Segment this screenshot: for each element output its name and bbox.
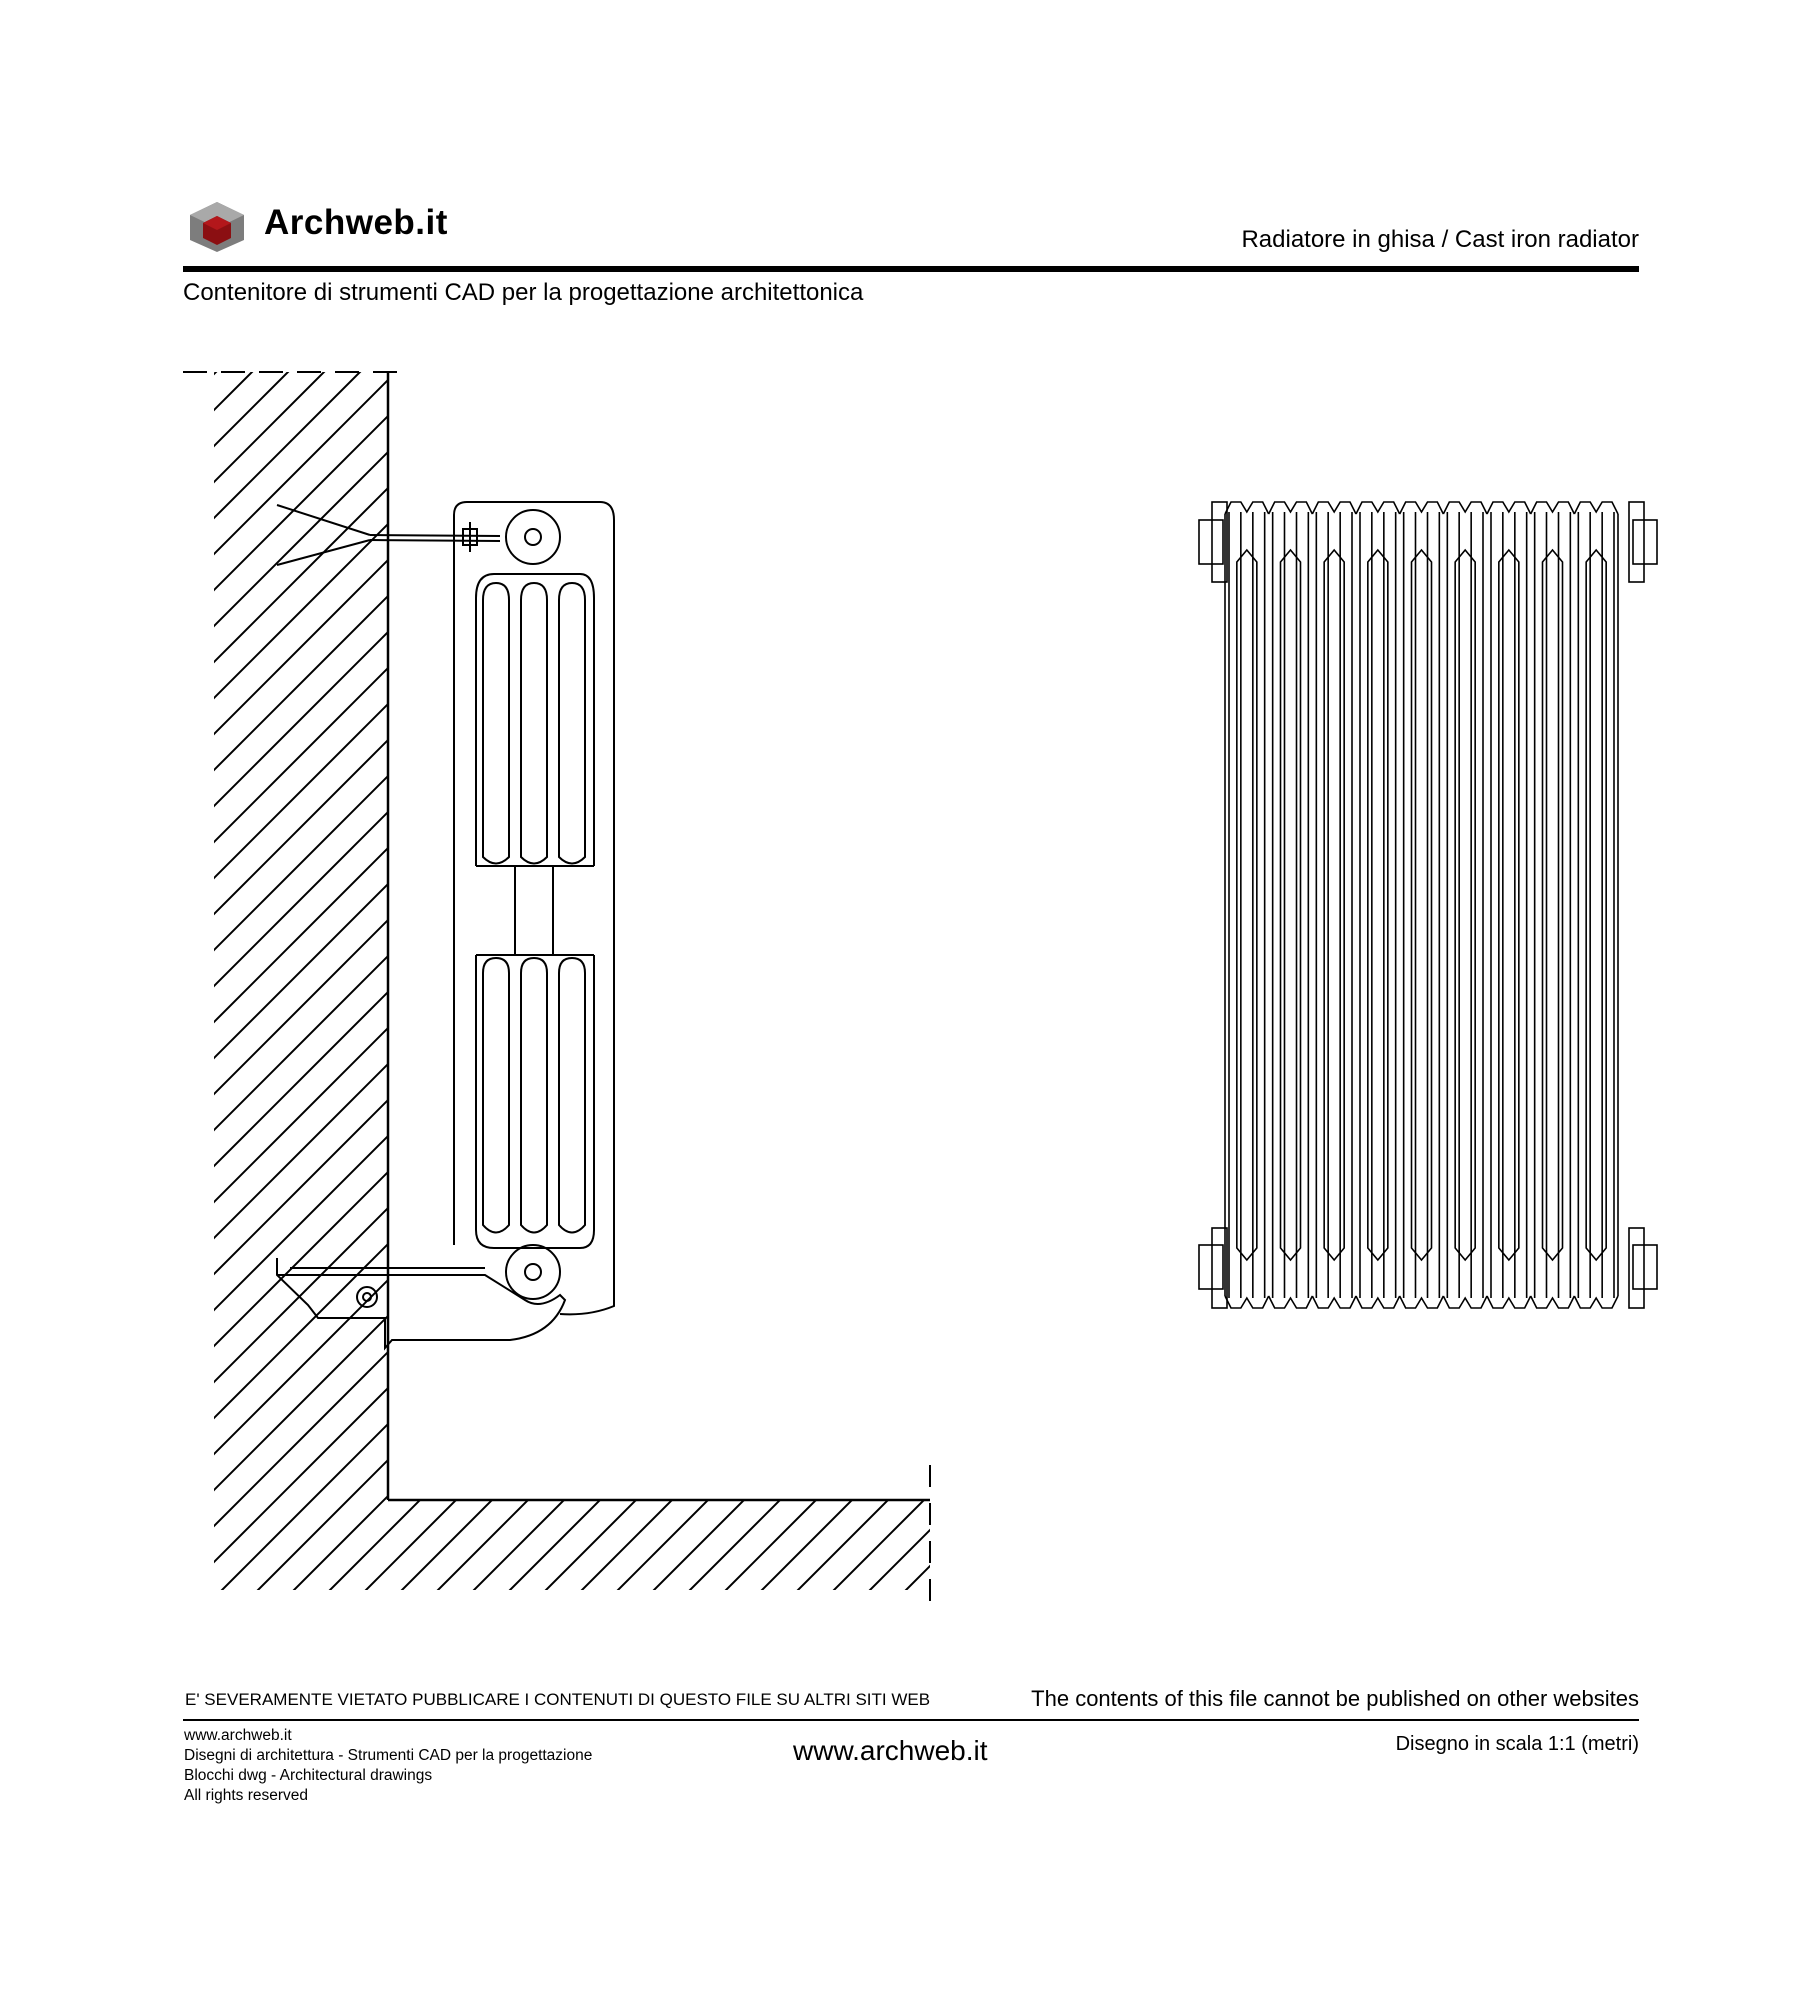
hatch-line [0, 0, 1092, 1092]
scale-note: Disegno in scala 1:1 (metri) [1395, 1733, 1639, 1755]
footer-line: All rights reserved [184, 1787, 309, 1804]
column-inner [1499, 550, 1519, 1260]
hatch-line [0, 0, 588, 588]
hatch-line [0, 0, 840, 840]
section-outline [1443, 502, 1487, 1308]
hatch-line [0, 0, 300, 300]
radiator-side-view [277, 502, 614, 1348]
hatch-line [0, 0, 804, 804]
hatch-line [0, 0, 1344, 1344]
section-outline [1400, 502, 1444, 1308]
hatch-line [0, 0, 480, 480]
footer-website[interactable]: www.archweb.it [793, 1735, 988, 1766]
hatch-line [0, 0, 1056, 1056]
hatch-line [0, 0, 732, 732]
brand-name: Archweb.it [264, 203, 448, 242]
hatch-line [0, 0, 876, 876]
hatch-line [0, 0, 1308, 1308]
column-inner [1368, 550, 1388, 1260]
section-outline [1269, 502, 1313, 1308]
section-outline [1312, 502, 1356, 1308]
radiator-front-view [1199, 502, 1657, 1308]
column-inner [1237, 550, 1257, 1260]
hatch-line [0, 0, 408, 408]
hatch-line [0, 0, 444, 444]
column-inner [1412, 550, 1432, 1260]
wall-outline [183, 372, 930, 1615]
column-inner [1543, 550, 1563, 1260]
hatch-line [0, 0, 696, 696]
section-outline [1574, 502, 1618, 1308]
section-outline [1356, 502, 1400, 1308]
hatch-line [0, 0, 912, 912]
warning-english: The contents of this file cannot be published on other websites [1031, 1686, 1639, 1711]
hatch-line [0, 0, 768, 768]
hatch-line [0, 0, 660, 660]
hatch-line [0, 0, 1164, 1164]
column-inner [1324, 550, 1344, 1260]
hatch-line [0, 0, 1272, 1272]
warning-italian: E' SEVERAMENTE VIETATO PUBBLICARE I CONTENUTI DI QUESTO FILE SU ALTRI SITI WEB [185, 1690, 931, 1709]
footer-line: Disegni di architettura - Strumenti CAD per la progettazione [184, 1747, 593, 1764]
section-outline [1487, 502, 1531, 1308]
hatch-line [0, 0, 984, 984]
hatch-line [0, 0, 948, 948]
column-inner [1281, 550, 1301, 1260]
footer-rule [183, 1719, 1639, 1721]
hatch-line [0, 0, 1128, 1128]
hatch-line [0, 0, 552, 552]
column-inner [1455, 550, 1475, 1260]
hatch-line [0, 0, 1200, 1200]
drawing-title: Radiatore in ghisa / Cast iron radiator [1241, 226, 1639, 253]
column-inner [1586, 550, 1606, 1260]
footer-line: Blocchi dwg - Architectural drawings [184, 1767, 433, 1784]
section-outline [1225, 502, 1269, 1308]
footer-line: www.archweb.it [184, 1727, 292, 1744]
section-outline [1531, 502, 1575, 1308]
hatch-line [0, 0, 372, 372]
hatch-line [0, 0, 1236, 1236]
subtitle: Contenitore di strumenti CAD per la progettazione architettonica [183, 279, 864, 306]
hatch-line [0, 0, 336, 336]
footer-info [184, 1726, 592, 1806]
